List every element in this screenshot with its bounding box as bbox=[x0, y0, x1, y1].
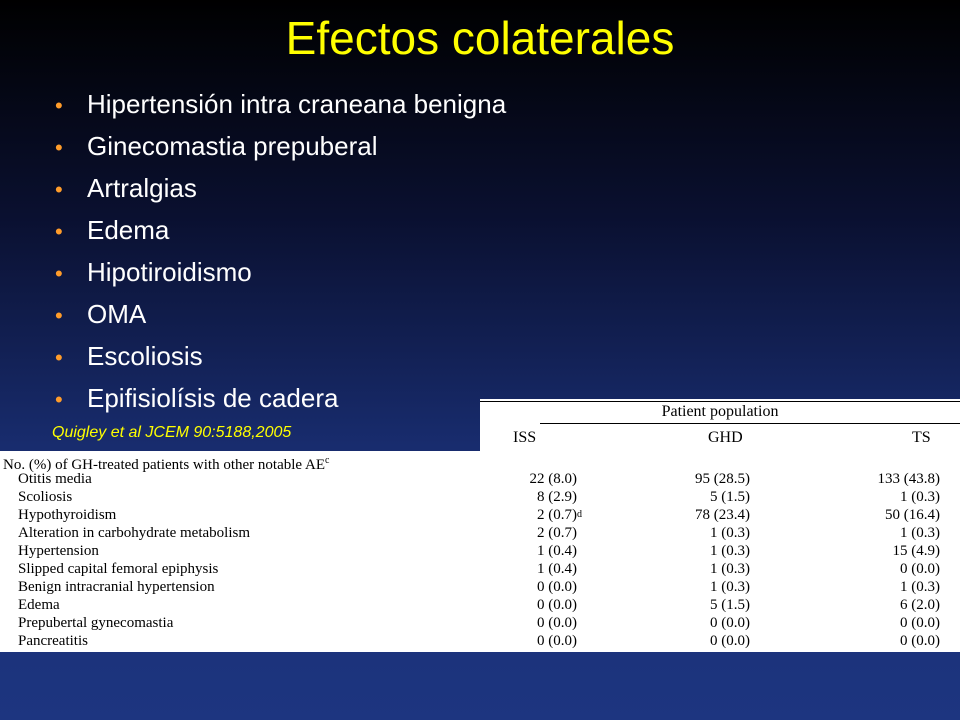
table-row bbox=[0, 632, 960, 650]
cell-iss-value: 0 (0.0) bbox=[537, 633, 577, 649]
cell-ts: 1 (0.3) bbox=[900, 489, 940, 505]
cell-iss-value: 22 (8.0) bbox=[529, 471, 577, 487]
bullet-text: Ginecomastia prepuberal bbox=[87, 131, 378, 161]
bullet-marker: • bbox=[55, 93, 63, 118]
row-label: Hypertension bbox=[18, 543, 99, 559]
cell-iss-value: 2 (0.7) bbox=[537, 507, 577, 523]
cell-iss-value: 8 (2.9) bbox=[537, 489, 577, 505]
row-label: Pancreatitis bbox=[18, 633, 88, 649]
cell-ts: 133 (43.8) bbox=[877, 471, 940, 487]
bullet-list bbox=[55, 83, 506, 419]
patient-population-header: Patient population bbox=[661, 403, 779, 420]
table-row bbox=[0, 560, 960, 578]
bullet-text: Hipertensión intra craneana benigna bbox=[87, 89, 507, 119]
cell-ts: 1 (0.3) bbox=[900, 579, 940, 595]
cell-ts: 50 (16.4) bbox=[885, 507, 940, 523]
bullet-text: Edema bbox=[87, 215, 170, 245]
cell-ghd: 1 (0.3) bbox=[710, 561, 750, 577]
row-label: Hypothyroidism bbox=[18, 507, 117, 523]
bullet-text: Artralgias bbox=[87, 173, 197, 203]
cell-ghd: 0 (0.0) bbox=[710, 615, 750, 631]
cell-ghd: 1 (0.3) bbox=[710, 525, 750, 541]
table-row bbox=[0, 488, 960, 506]
cell-iss bbox=[537, 632, 577, 650]
table-section-label-row bbox=[0, 452, 960, 473]
cell-iss-value: 0 (0.0) bbox=[537, 579, 577, 595]
table-row bbox=[0, 596, 960, 614]
cell-iss bbox=[537, 596, 577, 614]
bullet-text: Epifisiolísis de cadera bbox=[87, 383, 339, 413]
slide-title: Efectos colaterales bbox=[285, 12, 675, 64]
column-header-iss: ISS bbox=[513, 429, 537, 446]
row-label: Benign intracranial hypertension bbox=[18, 579, 215, 595]
cell-iss-value: 1 (0.4) bbox=[537, 543, 577, 559]
cell-iss-value: 0 (0.0) bbox=[537, 597, 577, 613]
cell-ghd: 5 (1.5) bbox=[710, 597, 750, 613]
cell-ts: 15 (4.9) bbox=[892, 543, 940, 559]
cell-ts: 6 (2.0) bbox=[900, 597, 940, 613]
bullet-text: Hipotiroidismo bbox=[87, 257, 252, 287]
cell-iss bbox=[537, 578, 577, 596]
cell-ts: 0 (0.0) bbox=[900, 561, 940, 577]
cell-ghd: 95 (28.5) bbox=[695, 471, 750, 487]
table-section-label: No. (%) of GH-treated patients with other notable $AE^c$ bbox=[3, 455, 330, 473]
table-header-image bbox=[480, 399, 960, 451]
row-label: Slipped capital femoral epiphysis bbox=[18, 561, 219, 577]
bullet-item bbox=[55, 293, 506, 335]
table-row bbox=[0, 578, 960, 596]
cell-iss bbox=[537, 542, 577, 560]
table-row bbox=[0, 470, 960, 488]
cell-ghd: 1 (0.3) bbox=[710, 579, 750, 595]
cell-ghd: 0 (0.0) bbox=[710, 633, 750, 649]
bullet-marker: • bbox=[55, 177, 63, 202]
bullet-text: Escoliosis bbox=[87, 341, 203, 371]
row-label: Prepubertal gynecomastia bbox=[18, 615, 174, 631]
footnote-marker: d bbox=[577, 509, 582, 520]
cell-iss-value: 1 (0.4) bbox=[537, 561, 577, 577]
table-body-image bbox=[0, 451, 960, 652]
bullet-marker: • bbox=[55, 387, 63, 412]
bullet-item bbox=[55, 125, 506, 167]
bullet-item bbox=[55, 209, 506, 251]
bullet-text: OMA bbox=[87, 299, 147, 329]
cell-iss bbox=[537, 506, 582, 524]
table-row bbox=[0, 614, 960, 632]
cell-iss bbox=[537, 488, 577, 506]
table-row bbox=[0, 506, 960, 524]
bullet-marker: • bbox=[55, 261, 63, 286]
cell-ts: 1 (0.3) bbox=[900, 525, 940, 541]
bullet-marker: • bbox=[55, 345, 63, 370]
bullet-item bbox=[55, 377, 506, 419]
column-header-ts: TS bbox=[912, 429, 931, 446]
cell-iss-value: 2 (0.7) bbox=[537, 525, 577, 541]
cell-ts: 0 (0.0) bbox=[900, 633, 940, 649]
row-label: Edema bbox=[18, 597, 60, 613]
column-header-ghd: GHD bbox=[708, 429, 743, 446]
bullet-item bbox=[55, 335, 506, 377]
bullet-item bbox=[55, 83, 506, 125]
row-label: Otitis media bbox=[18, 471, 92, 487]
cell-iss bbox=[530, 470, 578, 488]
cell-iss bbox=[537, 524, 577, 542]
cell-ghd: 78 (23.4) bbox=[695, 507, 750, 523]
cell-iss bbox=[537, 614, 577, 632]
table-row bbox=[0, 524, 960, 542]
cell-iss bbox=[537, 560, 577, 578]
row-label: Scoliosis bbox=[18, 489, 73, 505]
bullet-marker: • bbox=[55, 303, 63, 328]
bullet-marker: • bbox=[55, 219, 63, 244]
cell-ghd: 5 (1.5) bbox=[710, 489, 750, 505]
citation: Quigley et al JCEM 90:5188,2005 bbox=[52, 424, 292, 441]
bullet-item bbox=[55, 251, 506, 293]
cell-ghd: 1 (0.3) bbox=[710, 543, 750, 559]
cell-ts: 0 (0.0) bbox=[900, 615, 940, 631]
bullet-marker: • bbox=[55, 135, 63, 160]
table-row bbox=[0, 542, 960, 560]
row-label: Alteration in carbohydrate metabolism bbox=[18, 525, 251, 541]
bullet-item bbox=[55, 167, 506, 209]
cell-iss-value: 0 (0.0) bbox=[537, 615, 577, 631]
